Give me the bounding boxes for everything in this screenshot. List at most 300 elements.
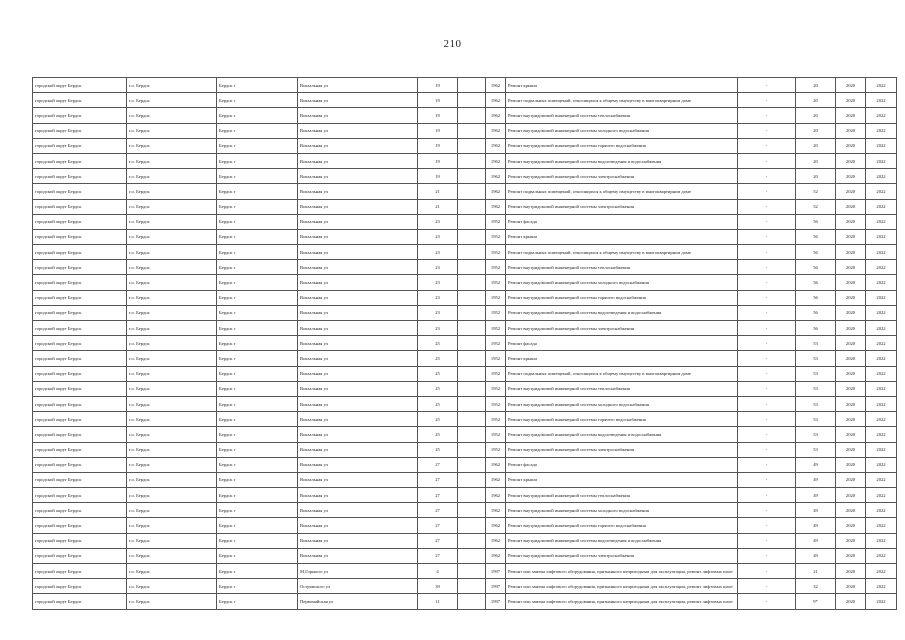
year-from-cell: 2020 bbox=[836, 594, 866, 609]
table-row bbox=[33, 579, 897, 594]
year-cell: 1962 bbox=[486, 93, 506, 108]
street-cell: Вокзальная ул bbox=[298, 184, 418, 199]
municipality-cell: г.о. Бердск bbox=[127, 396, 217, 411]
dash-cell: - bbox=[738, 214, 796, 229]
empty-cell bbox=[458, 594, 486, 609]
year-from-cell: 2020 bbox=[836, 199, 866, 214]
house-cell: 11 bbox=[418, 594, 458, 609]
dash-cell: - bbox=[738, 229, 796, 244]
city-cell: Бердск г bbox=[217, 336, 298, 351]
district-cell: городской округ Бердск bbox=[33, 457, 127, 472]
year-from-cell: 2020 bbox=[836, 503, 866, 518]
district-cell: городской округ Бердск bbox=[33, 93, 127, 108]
district-cell: городской округ Бердск bbox=[33, 488, 127, 503]
city-cell: Бердск г bbox=[217, 488, 298, 503]
year-from-cell: 2020 bbox=[836, 442, 866, 457]
year-cell: 1952 bbox=[486, 427, 506, 442]
municipality-cell: г.о. Бердск bbox=[127, 290, 217, 305]
street-cell: Вокзальная ул bbox=[298, 472, 418, 487]
municipality-cell: г.о. Бердск bbox=[127, 153, 217, 168]
municipality-cell: г.о. Бердск bbox=[127, 214, 217, 229]
street-cell: Вокзальная ул bbox=[298, 381, 418, 396]
number-cell: 56 bbox=[796, 214, 836, 229]
street-cell: Вокзальная ул bbox=[298, 275, 418, 290]
year-from-cell: 2020 bbox=[836, 548, 866, 563]
municipality-cell: г.о. Бердск bbox=[127, 351, 217, 366]
house-cell: 19 bbox=[418, 169, 458, 184]
dash-cell: - bbox=[738, 275, 796, 290]
house-cell: 27 bbox=[418, 472, 458, 487]
empty-cell bbox=[458, 351, 486, 366]
district-cell: городской округ Бердск bbox=[33, 579, 127, 594]
year-from-cell: 2020 bbox=[836, 290, 866, 305]
city-cell: Бердск г bbox=[217, 108, 298, 123]
city-cell: Бердск г bbox=[217, 412, 298, 427]
district-cell: городской округ Бердск bbox=[33, 169, 127, 184]
city-cell: Бердск г bbox=[217, 321, 298, 336]
year-to-cell: 2022 bbox=[866, 366, 897, 381]
street-cell: Вокзальная ул bbox=[298, 412, 418, 427]
district-cell: городской округ Бердск bbox=[33, 275, 127, 290]
year-cell: 1952 bbox=[486, 442, 506, 457]
number-cell: 20 bbox=[796, 78, 836, 93]
municipality-cell: г.о. Бердск bbox=[127, 199, 217, 214]
dash-cell: - bbox=[738, 351, 796, 366]
year-cell: 1962 bbox=[486, 518, 506, 533]
table-row bbox=[33, 199, 897, 214]
year-cell: 1997 bbox=[486, 579, 506, 594]
house-cell: 23 bbox=[418, 321, 458, 336]
empty-cell bbox=[458, 123, 486, 138]
year-cell: 1997 bbox=[486, 564, 506, 579]
year-cell: 1962 bbox=[486, 503, 506, 518]
year-to-cell: 2022 bbox=[866, 108, 897, 123]
table-row bbox=[33, 442, 897, 457]
number-cell: 49 bbox=[796, 533, 836, 548]
municipality-cell: г.о. Бердск bbox=[127, 245, 217, 260]
table-row bbox=[33, 503, 897, 518]
city-cell: Бердск г bbox=[217, 427, 298, 442]
municipality-cell: г.о. Бердск bbox=[127, 518, 217, 533]
table-row bbox=[33, 594, 897, 609]
number-cell: 20 bbox=[796, 138, 836, 153]
district-cell: городской округ Бердск bbox=[33, 78, 127, 93]
district-cell: городской округ Бердск bbox=[33, 366, 127, 381]
city-cell: Бердск г bbox=[217, 229, 298, 244]
house-cell: 19 bbox=[418, 138, 458, 153]
year-to-cell: 2022 bbox=[866, 260, 897, 275]
district-cell: городской округ Бердск bbox=[33, 138, 127, 153]
dash-cell: - bbox=[738, 290, 796, 305]
number-cell: 53 bbox=[796, 442, 836, 457]
city-cell: Бердск г bbox=[217, 153, 298, 168]
work-type-cell: Ремонт внутридомовой инженерной системы теплоснабжения bbox=[506, 488, 738, 503]
year-to-cell: 2022 bbox=[866, 533, 897, 548]
house-cell: 39 bbox=[418, 579, 458, 594]
empty-cell bbox=[458, 396, 486, 411]
municipality-cell: г.о. Бердск bbox=[127, 123, 217, 138]
municipality-cell: г.о. Бердск bbox=[127, 169, 217, 184]
house-cell: 23 bbox=[418, 305, 458, 320]
work-type-cell: Ремонт фасада bbox=[506, 336, 738, 351]
house-cell: 27 bbox=[418, 533, 458, 548]
number-cell: 49 bbox=[796, 548, 836, 563]
street-cell: Вокзальная ул bbox=[298, 518, 418, 533]
year-cell: 1952 bbox=[486, 412, 506, 427]
year-from-cell: 2020 bbox=[836, 108, 866, 123]
empty-cell bbox=[458, 564, 486, 579]
year-cell: 1952 bbox=[486, 275, 506, 290]
district-cell: городской округ Бердск bbox=[33, 427, 127, 442]
year-from-cell: 2020 bbox=[836, 78, 866, 93]
year-cell: 1962 bbox=[486, 138, 506, 153]
house-cell: 19 bbox=[418, 93, 458, 108]
municipality-cell: г.о. Бердск bbox=[127, 412, 217, 427]
work-type-cell: Ремонт внутридомовой инженерной системы электроснабжения bbox=[506, 442, 738, 457]
city-cell: Бердск г bbox=[217, 594, 298, 609]
house-cell: 27 bbox=[418, 488, 458, 503]
year-to-cell: 2022 bbox=[866, 93, 897, 108]
year-from-cell: 2020 bbox=[836, 488, 866, 503]
year-from-cell: 2020 bbox=[836, 427, 866, 442]
district-cell: городской округ Бердск bbox=[33, 594, 127, 609]
street-cell: М.Горького ул bbox=[298, 564, 418, 579]
work-type-cell: Ремонт крыши bbox=[506, 78, 738, 93]
number-cell: 49 bbox=[796, 472, 836, 487]
work-type-cell: Ремонт внутридомовой инженерной системы теплоснабжения bbox=[506, 108, 738, 123]
city-cell: Бердск г bbox=[217, 290, 298, 305]
year-from-cell: 2020 bbox=[836, 457, 866, 472]
district-cell: городской округ Бердск bbox=[33, 321, 127, 336]
page-number: 210 bbox=[443, 38, 462, 50]
district-cell: городской округ Бердск bbox=[33, 245, 127, 260]
year-from-cell: 2020 bbox=[836, 518, 866, 533]
year-cell: 1952 bbox=[486, 229, 506, 244]
table-row bbox=[33, 548, 897, 563]
year-to-cell: 2022 bbox=[866, 169, 897, 184]
city-cell: Бердск г bbox=[217, 472, 298, 487]
table-row bbox=[33, 260, 897, 275]
table-row bbox=[33, 214, 897, 229]
city-cell: Бердск г bbox=[217, 169, 298, 184]
year-from-cell: 2020 bbox=[836, 336, 866, 351]
empty-cell bbox=[458, 488, 486, 503]
empty-cell bbox=[458, 260, 486, 275]
work-type-cell: Ремонт крыши bbox=[506, 472, 738, 487]
dash-cell: - bbox=[738, 564, 796, 579]
year-from-cell: 2020 bbox=[836, 321, 866, 336]
district-cell: городской округ Бердск bbox=[33, 153, 127, 168]
house-cell: 25 bbox=[418, 381, 458, 396]
district-cell: городской округ Бердск bbox=[33, 548, 127, 563]
work-type-cell: Ремонт фасада bbox=[506, 457, 738, 472]
district-cell: городской округ Бердск bbox=[33, 336, 127, 351]
table-row bbox=[33, 290, 897, 305]
table-row bbox=[33, 488, 897, 503]
municipality-cell: г.о. Бердск bbox=[127, 275, 217, 290]
empty-cell bbox=[458, 214, 486, 229]
district-cell: городской округ Бердск bbox=[33, 199, 127, 214]
number-cell: 52 bbox=[796, 184, 836, 199]
municipality-cell: г.о. Бердск bbox=[127, 594, 217, 609]
number-cell: 20 bbox=[796, 153, 836, 168]
year-to-cell: 2022 bbox=[866, 472, 897, 487]
dash-cell: - bbox=[738, 138, 796, 153]
empty-cell bbox=[458, 381, 486, 396]
house-cell: 27 bbox=[418, 457, 458, 472]
dash-cell: - bbox=[738, 153, 796, 168]
street-cell: Вокзальная ул bbox=[298, 199, 418, 214]
table-row bbox=[33, 229, 897, 244]
work-type-cell: Ремонт внутридомовой инженерной системы холодного водоснабжения bbox=[506, 503, 738, 518]
street-cell: Вокзальная ул bbox=[298, 245, 418, 260]
empty-cell bbox=[458, 579, 486, 594]
table-row bbox=[33, 472, 897, 487]
house-cell: 23 bbox=[418, 275, 458, 290]
dash-cell: - bbox=[738, 442, 796, 457]
district-cell: городской округ Бердск bbox=[33, 290, 127, 305]
empty-cell bbox=[458, 138, 486, 153]
city-cell: Бердск г bbox=[217, 245, 298, 260]
street-cell: Вокзальная ул bbox=[298, 321, 418, 336]
year-from-cell: 2020 bbox=[836, 229, 866, 244]
year-cell: 1952 bbox=[486, 366, 506, 381]
year-cell: 1962 bbox=[486, 533, 506, 548]
empty-cell bbox=[458, 321, 486, 336]
work-type-cell: Ремонт внутридомовой инженерной системы электроснабжения bbox=[506, 321, 738, 336]
year-to-cell: 2022 bbox=[866, 305, 897, 320]
empty-cell bbox=[458, 108, 486, 123]
house-cell: 23 bbox=[418, 245, 458, 260]
municipality-cell: г.о. Бердск bbox=[127, 138, 217, 153]
year-cell: 1952 bbox=[486, 321, 506, 336]
district-cell: городской округ Бердск bbox=[33, 305, 127, 320]
dash-cell: - bbox=[738, 305, 796, 320]
city-cell: Бердск г bbox=[217, 457, 298, 472]
year-from-cell: 2020 bbox=[836, 472, 866, 487]
house-cell: 25 bbox=[418, 427, 458, 442]
empty-cell bbox=[458, 366, 486, 381]
number-cell: 56 bbox=[796, 290, 836, 305]
municipality-cell: г.о. Бердск bbox=[127, 533, 217, 548]
table-row bbox=[33, 321, 897, 336]
empty-cell bbox=[458, 169, 486, 184]
work-type-cell: Ремонт подвальных помещений, относящихся к общему имуществу в многоквартирном доме bbox=[506, 93, 738, 108]
number-cell: 21 bbox=[796, 564, 836, 579]
city-cell: Бердск г bbox=[217, 305, 298, 320]
year-cell: 1952 bbox=[486, 381, 506, 396]
city-cell: Бердск г bbox=[217, 184, 298, 199]
street-cell: Вокзальная ул bbox=[298, 214, 418, 229]
district-cell: городской округ Бердск bbox=[33, 123, 127, 138]
number-cell: 9* bbox=[796, 594, 836, 609]
number-cell: 56 bbox=[796, 321, 836, 336]
table-row bbox=[33, 366, 897, 381]
work-type-cell: Ремонт подвальных помещений, относящихся к общему имуществу в многоквартирном доме bbox=[506, 245, 738, 260]
number-cell: 49 bbox=[796, 488, 836, 503]
work-type-cell: Ремонт внутридомовой инженерной системы горячего водоснабжения bbox=[506, 518, 738, 533]
year-cell: 1952 bbox=[486, 245, 506, 260]
municipality-cell: г.о. Бердск bbox=[127, 579, 217, 594]
year-cell: 1952 bbox=[486, 351, 506, 366]
street-cell: Вокзальная ул bbox=[298, 533, 418, 548]
city-cell: Бердск г bbox=[217, 518, 298, 533]
work-type-cell: Ремонт внутридомовой инженерной системы горячего водоснабжения bbox=[506, 138, 738, 153]
district-cell: городской округ Бердск bbox=[33, 381, 127, 396]
dash-cell: - bbox=[738, 579, 796, 594]
municipality-cell: г.о. Бердск bbox=[127, 488, 217, 503]
table-row bbox=[33, 305, 897, 320]
dash-cell: - bbox=[738, 245, 796, 260]
year-cell: 1962 bbox=[486, 457, 506, 472]
work-type-cell: Ремонт подвальных помещений, относящихся к общему имуществу в многоквартирном доме bbox=[506, 184, 738, 199]
work-type-cell: Ремонт крыши bbox=[506, 229, 738, 244]
year-to-cell: 2022 bbox=[866, 488, 897, 503]
city-cell: Бердск г bbox=[217, 503, 298, 518]
number-cell: 56 bbox=[796, 305, 836, 320]
table-row bbox=[33, 153, 897, 168]
year-from-cell: 2020 bbox=[836, 381, 866, 396]
city-cell: Бердск г bbox=[217, 442, 298, 457]
work-type-cell: Ремонт подвальных помещений, относящихся к общему имуществу в многоквартирном доме bbox=[506, 366, 738, 381]
dash-cell: - bbox=[738, 93, 796, 108]
municipality-cell: г.о. Бердск bbox=[127, 442, 217, 457]
work-type-cell: Ремонт внутридомовой инженерной системы водоотведения и водоснабжения bbox=[506, 305, 738, 320]
house-cell: 27 bbox=[418, 548, 458, 563]
work-type-cell: Ремонт внутридомовой инженерной системы водоотведения и водоснабжения bbox=[506, 533, 738, 548]
municipality-cell: г.о. Бердск bbox=[127, 78, 217, 93]
year-to-cell: 2022 bbox=[866, 564, 897, 579]
district-cell: городской округ Бердск bbox=[33, 533, 127, 548]
street-cell: Вокзальная ул bbox=[298, 290, 418, 305]
table-row bbox=[33, 518, 897, 533]
house-cell: 25 bbox=[418, 442, 458, 457]
district-cell: городской округ Бердск bbox=[33, 503, 127, 518]
table-row bbox=[33, 564, 897, 579]
street-cell: Вокзальная ул bbox=[298, 351, 418, 366]
year-from-cell: 2020 bbox=[836, 214, 866, 229]
work-type-cell: Ремонт внутридомовой инженерной системы холодного водоснабжения bbox=[506, 275, 738, 290]
year-from-cell: 2020 bbox=[836, 533, 866, 548]
year-to-cell: 2022 bbox=[866, 336, 897, 351]
year-cell: 1962 bbox=[486, 153, 506, 168]
table-row bbox=[33, 78, 897, 93]
table-row bbox=[33, 169, 897, 184]
city-cell: Бердск г bbox=[217, 351, 298, 366]
dash-cell: - bbox=[738, 78, 796, 93]
city-cell: Бердск г bbox=[217, 123, 298, 138]
year-from-cell: 2020 bbox=[836, 260, 866, 275]
year-from-cell: 2020 bbox=[836, 153, 866, 168]
street-cell: Вокзальная ул bbox=[298, 427, 418, 442]
dash-cell: - bbox=[738, 396, 796, 411]
dash-cell: - bbox=[738, 381, 796, 396]
city-cell: Бердск г bbox=[217, 199, 298, 214]
year-to-cell: 2022 bbox=[866, 184, 897, 199]
house-cell: 27 bbox=[418, 503, 458, 518]
house-cell: 23 bbox=[418, 214, 458, 229]
dash-cell: - bbox=[738, 366, 796, 381]
house-cell: 25 bbox=[418, 366, 458, 381]
number-cell: 53 bbox=[796, 396, 836, 411]
year-to-cell: 2022 bbox=[866, 457, 897, 472]
house-cell: 25 bbox=[418, 336, 458, 351]
house-cell: 23 bbox=[418, 229, 458, 244]
work-type-cell: Ремонт внутридомовой инженерной системы электроснабжения bbox=[506, 199, 738, 214]
work-type-cell: Ремонт фасада bbox=[506, 214, 738, 229]
district-cell: городской округ Бердск bbox=[33, 442, 127, 457]
work-type-cell: Ремонт внутридомовой инженерной системы электроснабжения bbox=[506, 548, 738, 563]
district-cell: городской округ Бердск bbox=[33, 351, 127, 366]
municipality-cell: г.о. Бердск bbox=[127, 260, 217, 275]
year-to-cell: 2022 bbox=[866, 503, 897, 518]
dash-cell: - bbox=[738, 260, 796, 275]
district-cell: городской округ Бердск bbox=[33, 472, 127, 487]
year-to-cell: 2022 bbox=[866, 579, 897, 594]
city-cell: Бердск г bbox=[217, 93, 298, 108]
number-cell: 32 bbox=[796, 579, 836, 594]
street-cell: Вокзальная ул bbox=[298, 548, 418, 563]
table-row bbox=[33, 275, 897, 290]
number-cell: 56 bbox=[796, 229, 836, 244]
municipality-cell: г.о. Бердск bbox=[127, 229, 217, 244]
dash-cell: - bbox=[738, 533, 796, 548]
year-to-cell: 2022 bbox=[866, 199, 897, 214]
year-to-cell: 2022 bbox=[866, 153, 897, 168]
house-cell: 21 bbox=[418, 184, 458, 199]
year-from-cell: 2020 bbox=[836, 93, 866, 108]
number-cell: 20 bbox=[796, 108, 836, 123]
empty-cell bbox=[458, 427, 486, 442]
work-type-cell: Ремонт внутридомовой инженерной системы горячего водоснабжения bbox=[506, 412, 738, 427]
year-cell: 1962 bbox=[486, 78, 506, 93]
number-cell: 56 bbox=[796, 260, 836, 275]
year-cell: 1952 bbox=[486, 396, 506, 411]
municipality-cell: г.о. Бердск bbox=[127, 108, 217, 123]
year-cell: 1952 bbox=[486, 214, 506, 229]
year-from-cell: 2020 bbox=[836, 366, 866, 381]
house-cell: 19 bbox=[418, 78, 458, 93]
number-cell: 53 bbox=[796, 351, 836, 366]
municipality-cell: г.о. Бердск bbox=[127, 366, 217, 381]
empty-cell bbox=[458, 336, 486, 351]
street-cell: Вокзальная ул bbox=[298, 396, 418, 411]
year-from-cell: 2020 bbox=[836, 169, 866, 184]
year-from-cell: 2020 bbox=[836, 123, 866, 138]
work-type-cell: Ремонт внутридомовой инженерной системы водоотведения и водоснабжения bbox=[506, 153, 738, 168]
year-to-cell: 2022 bbox=[866, 78, 897, 93]
work-type-cell: Ремонт внутридомовой инженерной системы теплоснабжения bbox=[506, 260, 738, 275]
table-row bbox=[33, 108, 897, 123]
street-cell: Вокзальная ул bbox=[298, 260, 418, 275]
work-type-cell: Ремонт внутридомовой инженерной системы водоотведения и водоснабжения bbox=[506, 427, 738, 442]
house-cell: 23 bbox=[418, 260, 458, 275]
year-from-cell: 2020 bbox=[836, 564, 866, 579]
year-cell: 1952 bbox=[486, 336, 506, 351]
municipality-cell: г.о. Бердск bbox=[127, 184, 217, 199]
empty-cell bbox=[458, 229, 486, 244]
house-cell: 23 bbox=[418, 290, 458, 305]
empty-cell bbox=[458, 78, 486, 93]
year-cell: 1952 bbox=[486, 260, 506, 275]
dash-cell: - bbox=[738, 427, 796, 442]
year-to-cell: 2022 bbox=[866, 138, 897, 153]
number-cell: 52 bbox=[796, 199, 836, 214]
municipality-cell: г.о. Бердск bbox=[127, 548, 217, 563]
year-to-cell: 2022 bbox=[866, 381, 897, 396]
municipality-cell: г.о. Бердск bbox=[127, 336, 217, 351]
street-cell: Вокзальная ул bbox=[298, 503, 418, 518]
